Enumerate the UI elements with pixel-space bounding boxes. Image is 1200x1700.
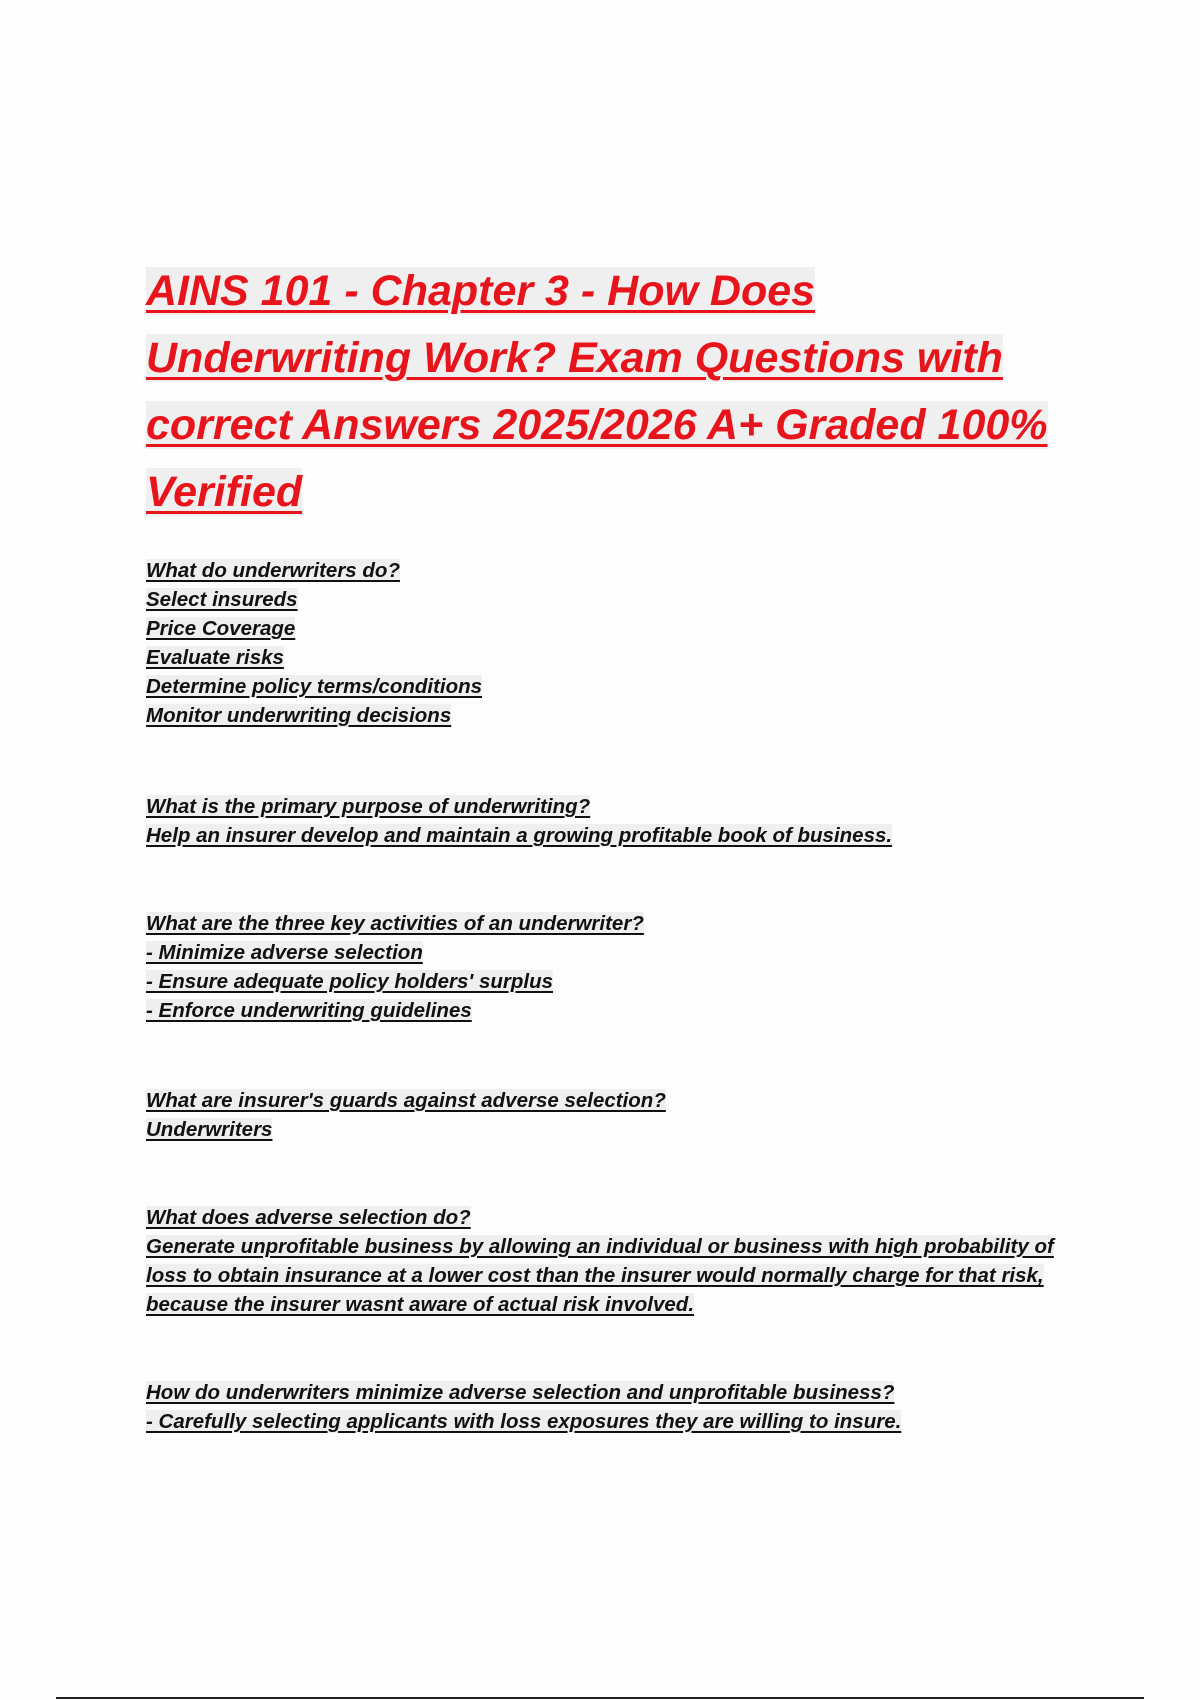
document-title (146, 258, 1086, 526)
question: What is the primary purpose of underwriting? (146, 795, 591, 818)
answer-line: - Enforce underwriting guidelines (146, 999, 472, 1022)
answer-line: - Ensure adequate policy holders' surplus (146, 970, 553, 993)
question: How do underwriters minimize adverse selection and unprofitable business? (146, 1381, 895, 1404)
document-title-text: AINS 101 - Chapter 3 - How Does Underwriting Work? Exam Questions with correct Answers 2025/2026 A+ Graded 100% Verified (146, 267, 1048, 516)
question: What does adverse selection do? (146, 1206, 471, 1229)
qa-block (146, 556, 1086, 730)
qa-block (146, 792, 1086, 850)
answer-line: Select insureds (146, 588, 298, 611)
qa-block (146, 1378, 1086, 1436)
answer-line: Underwriters (146, 1118, 273, 1141)
answer-paragraph: Generate unprofitable business by allowing an individual or business with high probability of loss to obtain insurance at a lower cost than the insurer would normally charge for that risk, because the insurer wasnt aware of actual risk involved. (146, 1235, 1054, 1316)
qa-block (146, 909, 1086, 1025)
question: What are the three key activities of an underwriter? (146, 912, 644, 935)
answer-line: Monitor underwriting decisions (146, 704, 452, 727)
answer-line: - Minimize adverse selection (146, 941, 423, 964)
question: What are insurer's guards against adverse selection? (146, 1089, 666, 1112)
answer-line: Help an insurer develop and maintain a growing profitable book of business. (146, 824, 893, 847)
qa-block (146, 1203, 1086, 1319)
answer-line: Price Coverage (146, 617, 296, 640)
answer-line: Evaluate risks (146, 646, 284, 669)
qa-block (146, 1086, 1086, 1144)
question: What do underwriters do? (146, 559, 400, 582)
answer-line: Determine policy terms/conditions (146, 675, 483, 698)
answer-line: - Carefully selecting applicants with loss exposures they are willing to insure. (146, 1410, 902, 1433)
page-bottom-rule (56, 1697, 1144, 1699)
